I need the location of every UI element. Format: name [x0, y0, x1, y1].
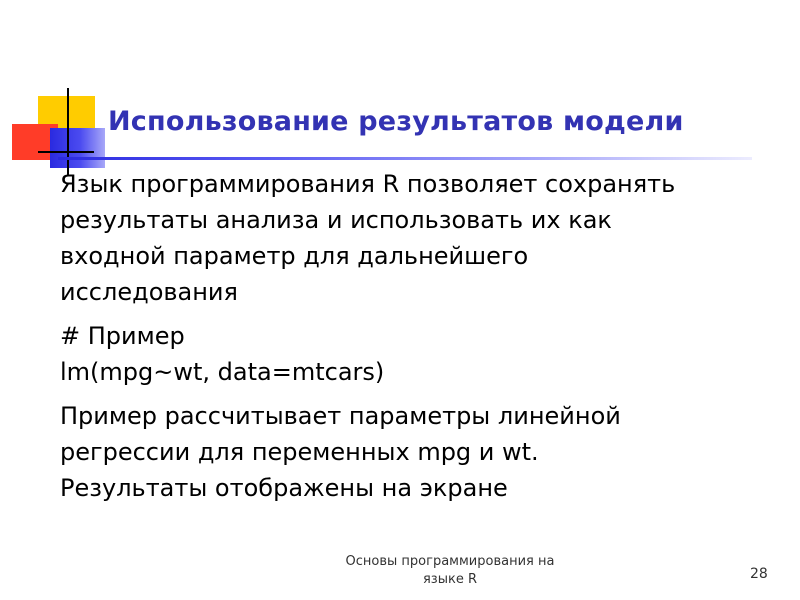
code-comment: # Пример — [60, 322, 185, 350]
body-paragraph-explanation — [60, 398, 760, 506]
slide-body — [60, 166, 760, 514]
body-paragraph-example — [60, 318, 760, 390]
logo-blue-square — [50, 128, 105, 168]
body-paragraph-intro — [60, 166, 760, 310]
slide-title: Использование результатов модели — [108, 106, 684, 137]
footer-course-title — [330, 553, 570, 589]
body-line: Результаты отображены на экране — [60, 474, 508, 502]
slide-logo-decoration — [0, 0, 120, 180]
logo-horizontal-line — [38, 151, 94, 153]
title-underline — [58, 157, 752, 160]
body-line: регрессии для переменных mpg и wt. — [60, 438, 539, 466]
code-line: lm(mpg~wt, data=mtcars) — [60, 358, 385, 386]
page-number: 28 — [750, 566, 768, 582]
body-line: исследования — [60, 278, 238, 306]
body-line: результаты анализа и использовать их как — [60, 206, 612, 234]
logo-vertical-line — [67, 88, 69, 176]
footer-line: языке R — [422, 572, 477, 587]
body-line: Пример рассчитывает параметры линейной — [60, 402, 621, 430]
footer-line: Основы программирования на — [345, 554, 555, 569]
body-line: Язык программирования R позволяет сохранять — [60, 170, 676, 198]
body-line: входной параметр для дальнейшего — [60, 242, 529, 270]
